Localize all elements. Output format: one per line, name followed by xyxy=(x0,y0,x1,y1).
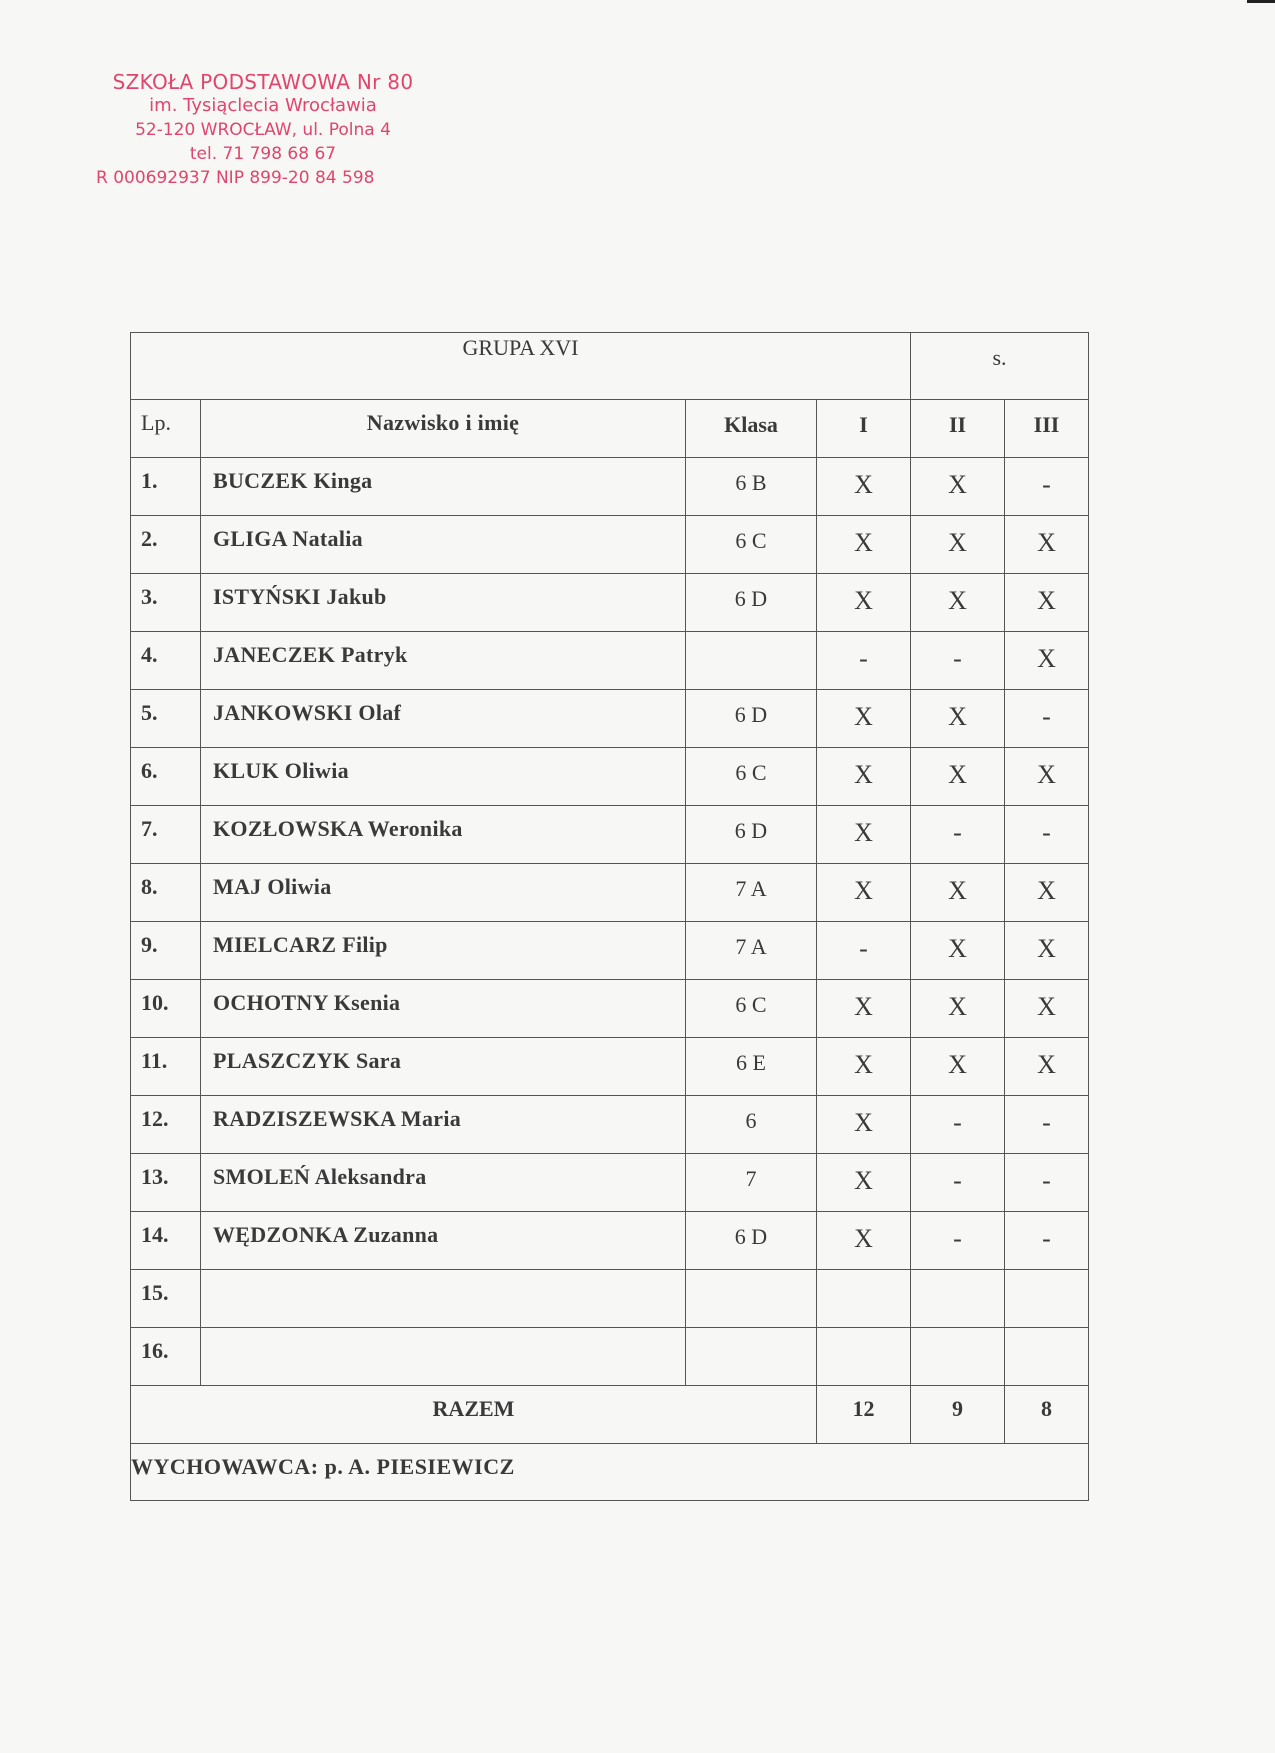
footer-row xyxy=(131,1444,1089,1501)
session-1-mark-cell xyxy=(817,690,911,748)
session-1-mark: - xyxy=(859,934,868,963)
session-3-mark-cell xyxy=(1005,748,1089,806)
stamp-line-4: tel. 71 798 68 67 xyxy=(189,144,337,164)
session-3-mark: - xyxy=(1042,702,1051,731)
student-class: 6 D xyxy=(734,702,768,727)
row-number: 16. xyxy=(141,1338,169,1363)
session-1-mark-cell xyxy=(817,458,911,516)
session-1-mark: X xyxy=(854,1166,873,1195)
header-session-3: III xyxy=(1005,400,1089,458)
row-number-cell xyxy=(131,1154,201,1212)
student-class-cell xyxy=(686,1038,817,1096)
student-class-cell xyxy=(686,632,817,690)
stamp-line-2: im. Tysiąclecia Wrocławia xyxy=(149,95,377,116)
session-3-mark-cell xyxy=(1005,1096,1089,1154)
session-3-mark: - xyxy=(1042,470,1051,499)
student-name-cell xyxy=(201,516,686,574)
session-2-mark-cell xyxy=(911,632,1005,690)
row-number: 2. xyxy=(141,526,158,551)
session-1-mark: X xyxy=(854,1050,873,1079)
row-number: 3. xyxy=(141,584,158,609)
row-number-cell xyxy=(131,806,201,864)
row-number: 12. xyxy=(141,1106,169,1131)
student-name-cell xyxy=(201,1270,686,1328)
student-name-cell xyxy=(201,1038,686,1096)
session-3-mark-cell xyxy=(1005,922,1089,980)
row-number-cell xyxy=(131,1038,201,1096)
session-2-mark-cell xyxy=(911,458,1005,516)
row-number-cell xyxy=(131,690,201,748)
student-name: KOZŁOWSKA Weronika xyxy=(213,816,463,841)
student-class: 7 A xyxy=(735,934,767,959)
totals-label: RAZEM xyxy=(432,1396,515,1421)
student-class: 6 C xyxy=(735,528,767,553)
session-2-mark-cell xyxy=(911,690,1005,748)
student-class: 6 D xyxy=(734,818,768,843)
session-3-mark-cell xyxy=(1005,690,1089,748)
attendance-table xyxy=(130,332,1089,1501)
session-1-mark-cell xyxy=(817,748,911,806)
session-2-mark-cell xyxy=(911,806,1005,864)
row-number-cell xyxy=(131,980,201,1038)
student-class-cell xyxy=(686,922,817,980)
student-class: 6 C xyxy=(735,760,767,785)
session-2-mark-cell xyxy=(911,1270,1005,1328)
student-name: MIELCARZ Filip xyxy=(213,932,388,957)
session-2-mark-cell xyxy=(911,1096,1005,1154)
scan-edge-mark xyxy=(1247,0,1275,3)
row-number: 7. xyxy=(141,816,158,841)
sessions-label: s. xyxy=(992,345,1007,370)
session-2-mark: X xyxy=(948,934,967,963)
stamp-line-3: 52-120 WROCŁAW, ul. Polna 4 xyxy=(135,120,391,140)
session-3-mark: - xyxy=(1042,1166,1051,1195)
session-2-mark-cell xyxy=(911,1154,1005,1212)
student-name: SMOLEŃ Aleksandra xyxy=(213,1164,427,1189)
student-class-cell xyxy=(686,1154,817,1212)
student-class: 7 xyxy=(745,1166,757,1191)
session-2-mark: X xyxy=(948,702,967,731)
row-number-cell xyxy=(131,1328,201,1386)
student-class-cell xyxy=(686,1096,817,1154)
session-1-mark-cell xyxy=(817,922,911,980)
row-number-cell xyxy=(131,1212,201,1270)
session-2-mark: X xyxy=(948,470,967,499)
session-2-mark-cell xyxy=(911,980,1005,1038)
student-class-cell xyxy=(686,1212,817,1270)
session-3-mark-cell xyxy=(1005,632,1089,690)
student-name-cell xyxy=(201,1154,686,1212)
student-name: OCHOTNY Ksenia xyxy=(213,990,401,1015)
session-1-mark: X xyxy=(854,992,873,1021)
session-3-mark-cell xyxy=(1005,1212,1089,1270)
session-1-mark-cell xyxy=(817,516,911,574)
row-number-cell xyxy=(131,632,201,690)
row-number: 11. xyxy=(141,1048,168,1073)
session-3-mark-cell xyxy=(1005,458,1089,516)
header-lp: Lp. xyxy=(131,400,201,458)
student-class: 6 B xyxy=(735,470,767,495)
row-number: 5. xyxy=(141,700,158,725)
session-3-mark: - xyxy=(1042,1224,1051,1253)
table-row xyxy=(131,516,1089,574)
session-3-mark-cell xyxy=(1005,864,1089,922)
session-3-mark-cell xyxy=(1005,980,1089,1038)
student-class-cell xyxy=(686,980,817,1038)
table-row xyxy=(131,864,1089,922)
session-3-mark-cell xyxy=(1005,1154,1089,1212)
student-name-cell xyxy=(201,574,686,632)
student-name: JANECZEK Patryk xyxy=(213,642,408,667)
session-1-mark-cell xyxy=(817,806,911,864)
session-1-mark: - xyxy=(859,644,868,673)
student-class: 6 D xyxy=(734,1224,768,1249)
student-class-cell xyxy=(686,690,817,748)
session-1-mark-cell xyxy=(817,1038,911,1096)
row-number: 6. xyxy=(141,758,158,783)
row-number-cell xyxy=(131,1096,201,1154)
student-class-cell xyxy=(686,864,817,922)
session-1-mark: X xyxy=(854,876,873,905)
row-number: 13. xyxy=(141,1164,169,1189)
student-class: 6 xyxy=(745,1108,757,1133)
session-2-mark: X xyxy=(948,992,967,1021)
teacher-cell xyxy=(131,1444,1089,1501)
session-2-mark-cell xyxy=(911,574,1005,632)
row-number: 10. xyxy=(141,990,169,1015)
row-number-cell xyxy=(131,1270,201,1328)
session-2-mark-cell xyxy=(911,1038,1005,1096)
row-number: 8. xyxy=(141,874,158,899)
student-name: RADZISZEWSKA Maria xyxy=(213,1106,462,1131)
row-number-cell xyxy=(131,458,201,516)
session-2-mark: X xyxy=(948,876,967,905)
student-name-cell xyxy=(201,458,686,516)
totals-row xyxy=(131,1386,1089,1444)
session-1-mark-cell xyxy=(817,632,911,690)
table-row xyxy=(131,922,1089,980)
session-3-mark: X xyxy=(1037,528,1056,557)
session-3-mark: - xyxy=(1042,818,1051,847)
total-session-1: 12 xyxy=(817,1386,911,1444)
sessions-cell xyxy=(911,333,1089,400)
student-name-cell xyxy=(201,690,686,748)
student-class-cell xyxy=(686,458,817,516)
student-name: ISTYŃSKI Jakub xyxy=(213,584,387,609)
session-1-mark: X xyxy=(854,1108,873,1137)
total-session-2: 9 xyxy=(911,1386,1005,1444)
row-number-cell xyxy=(131,864,201,922)
session-2-mark: X xyxy=(948,528,967,557)
session-1-mark: X xyxy=(854,702,873,731)
row-number: 14. xyxy=(141,1222,169,1247)
header-klasa: Klasa xyxy=(686,400,817,458)
total-session-3: 8 xyxy=(1005,1386,1089,1444)
table-row xyxy=(131,980,1089,1038)
row-number: 4. xyxy=(141,642,158,667)
session-2-mark-cell xyxy=(911,1212,1005,1270)
session-1-mark-cell xyxy=(817,1328,911,1386)
column-header-row xyxy=(131,400,1089,458)
session-3-mark-cell xyxy=(1005,574,1089,632)
teacher-label: WYCHOWAWCA: p. A. PIESIEWICZ xyxy=(131,1454,515,1479)
student-class-cell xyxy=(686,1328,817,1386)
session-2-mark-cell xyxy=(911,864,1005,922)
student-name-cell xyxy=(201,806,686,864)
row-number-cell xyxy=(131,922,201,980)
totals-label-cell xyxy=(131,1386,817,1444)
session-1-mark-cell xyxy=(817,1212,911,1270)
row-number: 9. xyxy=(141,932,158,957)
table-row xyxy=(131,806,1089,864)
row-number: 1. xyxy=(141,468,158,493)
student-name: MAJ Oliwia xyxy=(213,874,332,899)
student-name-cell xyxy=(201,1328,686,1386)
row-number-cell xyxy=(131,516,201,574)
student-name: PLASZCZYK Sara xyxy=(213,1048,402,1073)
student-name: KLUK Oliwia xyxy=(213,758,349,783)
session-3-mark-cell xyxy=(1005,1270,1089,1328)
session-2-mark: - xyxy=(953,644,962,673)
table-row xyxy=(131,690,1089,748)
student-name-cell xyxy=(201,980,686,1038)
session-2-mark: - xyxy=(953,818,962,847)
stamp-line-5: R 000692937 NIP 899-20 84 598 xyxy=(96,168,375,188)
table-row xyxy=(131,748,1089,806)
table-row xyxy=(131,458,1089,516)
group-title: GRUPA XVI xyxy=(462,335,579,360)
table-row xyxy=(131,632,1089,690)
header-session-2: II xyxy=(911,400,1005,458)
session-2-mark-cell xyxy=(911,748,1005,806)
student-class: 6 C xyxy=(735,992,767,1017)
student-class-cell xyxy=(686,806,817,864)
session-3-mark-cell xyxy=(1005,1328,1089,1386)
session-1-mark: X xyxy=(854,818,873,847)
student-name-cell xyxy=(201,748,686,806)
header-name: Nazwisko i imię xyxy=(201,400,686,458)
session-2-mark: - xyxy=(953,1166,962,1195)
table-row xyxy=(131,1212,1089,1270)
session-3-mark: X xyxy=(1037,992,1056,1021)
group-header-row xyxy=(131,333,1089,400)
row-number-cell xyxy=(131,748,201,806)
session-2-mark-cell xyxy=(911,516,1005,574)
table-row xyxy=(131,1328,1089,1386)
session-1-mark: X xyxy=(854,528,873,557)
session-1-mark-cell xyxy=(817,864,911,922)
session-2-mark: X xyxy=(948,1050,967,1079)
student-class: 6 E xyxy=(736,1050,766,1075)
table-row xyxy=(131,1038,1089,1096)
session-3-mark: X xyxy=(1037,1050,1056,1079)
student-name: GLIGA Natalia xyxy=(213,526,363,551)
table-row xyxy=(131,1154,1089,1212)
session-1-mark: X xyxy=(854,760,873,789)
student-class-cell xyxy=(686,574,817,632)
session-1-mark-cell xyxy=(817,1096,911,1154)
student-name: BUCZEK Kinga xyxy=(213,468,373,493)
session-1-mark: X xyxy=(854,586,873,615)
session-2-mark-cell xyxy=(911,1328,1005,1386)
session-3-mark: X xyxy=(1037,934,1056,963)
student-name: JANKOWSKI Olaf xyxy=(213,700,402,725)
session-1-mark-cell xyxy=(817,1154,911,1212)
school-stamp xyxy=(98,70,428,190)
student-class-cell xyxy=(686,748,817,806)
student-name-cell xyxy=(201,922,686,980)
table-row xyxy=(131,1096,1089,1154)
student-name-cell xyxy=(201,1096,686,1154)
session-2-mark: X xyxy=(948,586,967,615)
row-number-cell xyxy=(131,574,201,632)
session-3-mark-cell xyxy=(1005,806,1089,864)
session-3-mark-cell xyxy=(1005,1038,1089,1096)
header-session-1: I xyxy=(817,400,911,458)
session-1-mark-cell xyxy=(817,574,911,632)
student-class: 7 A xyxy=(735,876,767,901)
student-name-cell xyxy=(201,864,686,922)
session-2-mark: - xyxy=(953,1224,962,1253)
session-1-mark: X xyxy=(854,470,873,499)
student-name-cell xyxy=(201,1212,686,1270)
session-3-mark: X xyxy=(1037,876,1056,905)
session-2-mark: - xyxy=(953,1108,962,1137)
student-class-cell xyxy=(686,1270,817,1328)
session-2-mark-cell xyxy=(911,922,1005,980)
stamp-line-1: SZKOŁA PODSTAWOWA Nr 80 xyxy=(112,70,414,94)
table-row xyxy=(131,574,1089,632)
session-3-mark: X xyxy=(1037,586,1056,615)
session-1-mark: X xyxy=(854,1224,873,1253)
session-2-mark: X xyxy=(948,760,967,789)
session-3-mark: X xyxy=(1037,644,1056,673)
table-row xyxy=(131,1270,1089,1328)
session-3-mark: - xyxy=(1042,1108,1051,1137)
student-name: WĘDZONKA Zuzanna xyxy=(213,1222,439,1247)
session-1-mark-cell xyxy=(817,1270,911,1328)
group-title-cell xyxy=(131,333,911,400)
session-3-mark: X xyxy=(1037,760,1056,789)
session-3-mark-cell xyxy=(1005,516,1089,574)
session-1-mark-cell xyxy=(817,980,911,1038)
student-class: 6 D xyxy=(734,586,768,611)
student-name-cell xyxy=(201,632,686,690)
row-number: 15. xyxy=(141,1280,169,1305)
student-class-cell xyxy=(686,516,817,574)
